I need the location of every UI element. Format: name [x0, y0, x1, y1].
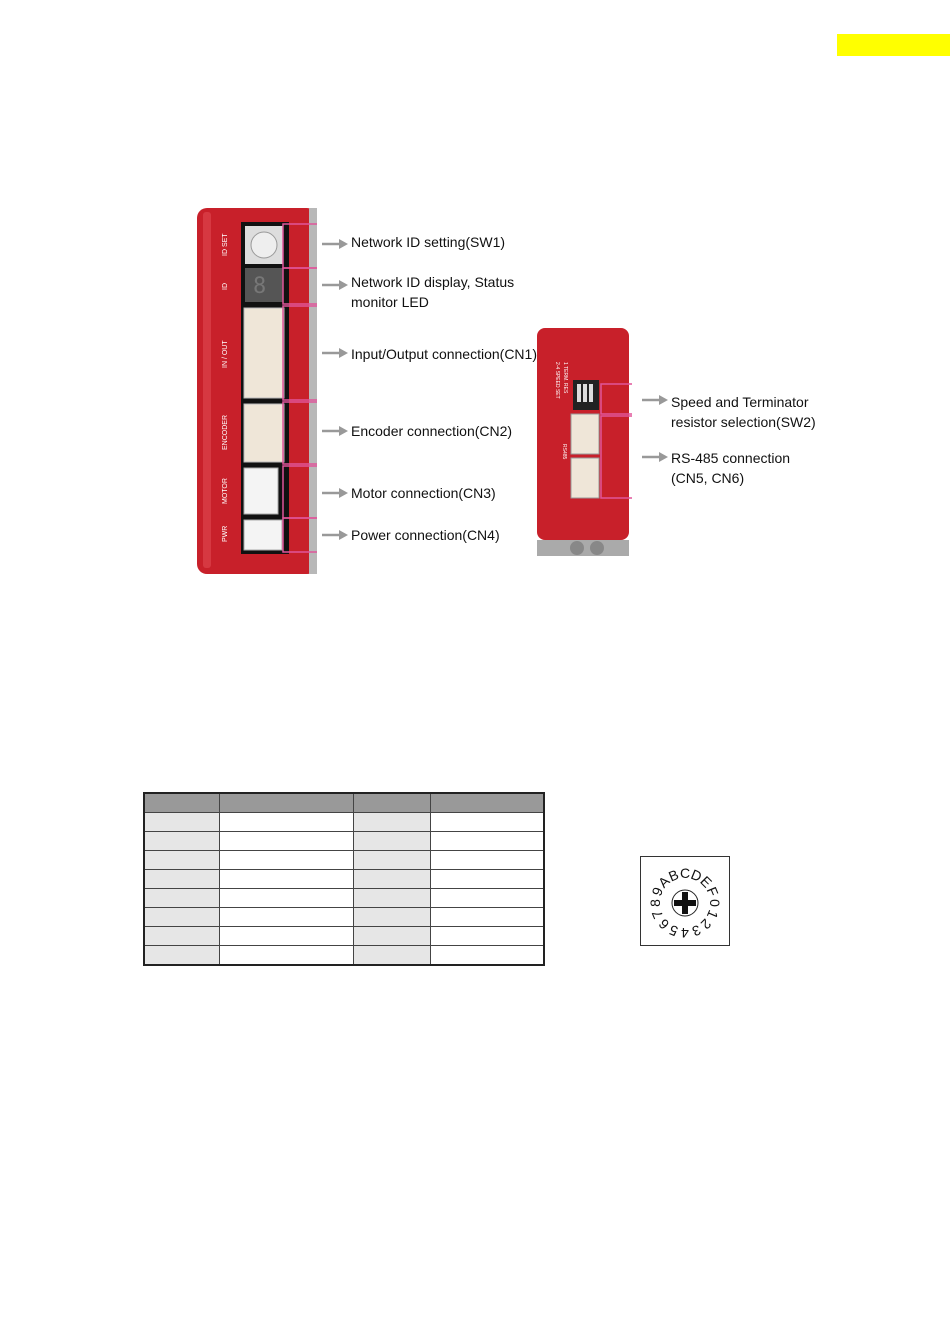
- table-row: [144, 870, 544, 889]
- rotary-dial-character: 8: [647, 899, 663, 907]
- table-row: [144, 927, 544, 946]
- callout-cn2: Encoder connection(CN2): [351, 423, 513, 439]
- driver-front-panel-illustration: [197, 208, 317, 574]
- rotary-dial-character: 5: [666, 921, 681, 940]
- svg-text:8: 8: [253, 274, 267, 299]
- rotary-dial-character: 7: [648, 907, 667, 922]
- table-header-row: [144, 793, 544, 813]
- rotary-dial-character: 6: [655, 915, 673, 933]
- driver-side-panel-illustration: [537, 328, 632, 556]
- callout-id-display-line2: monitor LED: [351, 294, 429, 310]
- arrow-icon: [322, 280, 348, 290]
- callout-sw2-line1: Speed and Terminator: [671, 394, 809, 410]
- arrow-icon: [322, 239, 348, 249]
- network-id-table: [143, 792, 545, 966]
- rotary-dial-character: 2: [697, 915, 715, 933]
- rotary-dial-character: D: [688, 865, 705, 885]
- table-row: [144, 908, 544, 927]
- label-speed-set: 2-4 SPEED SET: [554, 362, 560, 399]
- rotary-dial-character: 4: [681, 925, 689, 941]
- rotary-dial-character: 0: [707, 899, 723, 907]
- page-highlight-tab: [837, 34, 950, 56]
- arrow-icon: [322, 530, 348, 540]
- table-row: [144, 889, 544, 908]
- arrow-icon: [642, 452, 668, 462]
- arrow-icon: [322, 488, 348, 498]
- rotary-dial-character: 9: [648, 884, 667, 899]
- arrow-icon: [322, 348, 348, 358]
- callout-cn3: Motor connection(CN3): [351, 485, 496, 501]
- rotary-switch-dial: [640, 856, 730, 946]
- arrow-icon: [322, 426, 348, 436]
- label-in-out: IN / OUT: [222, 340, 229, 368]
- rotary-dial-character: E: [697, 872, 716, 891]
- arrow-icon: [642, 395, 668, 405]
- callout-sw1: Network ID setting(SW1): [351, 234, 506, 250]
- rotary-dial-character: 3: [689, 921, 704, 940]
- callout-cn1: Input/Output connection(CN1): [351, 346, 537, 362]
- rotary-dial-character: F: [703, 884, 722, 899]
- label-rs485: RS485: [561, 444, 567, 460]
- callout-rs485-line2: (CN5, CN6): [671, 470, 745, 486]
- table-row: [144, 832, 544, 851]
- callout-id-display-line1: Network ID display, Status: [351, 274, 515, 290]
- callout-rs485-line1: RS-485 connection: [671, 450, 791, 466]
- label-encoder: ENCODER: [222, 414, 229, 450]
- label-id: ID: [222, 283, 229, 290]
- table-row: [144, 946, 544, 966]
- label-term-res: 1 TERM. RES: [562, 362, 568, 394]
- label-pwr: PWR: [222, 525, 229, 542]
- label-motor: MOTOR: [222, 478, 229, 504]
- rotary-dial-character: C: [679, 865, 691, 881]
- rotary-dial-character: 1: [703, 907, 722, 922]
- table-row: [144, 813, 544, 832]
- callout-sw2-line2: resistor selection(SW2): [671, 414, 816, 430]
- table-row: [144, 851, 544, 870]
- callout-cn4: Power connection(CN4): [351, 527, 500, 543]
- rotary-dial-character: A: [654, 872, 673, 891]
- rotary-dial-character: B: [666, 866, 681, 885]
- label-id-set: ID SET: [222, 233, 229, 256]
